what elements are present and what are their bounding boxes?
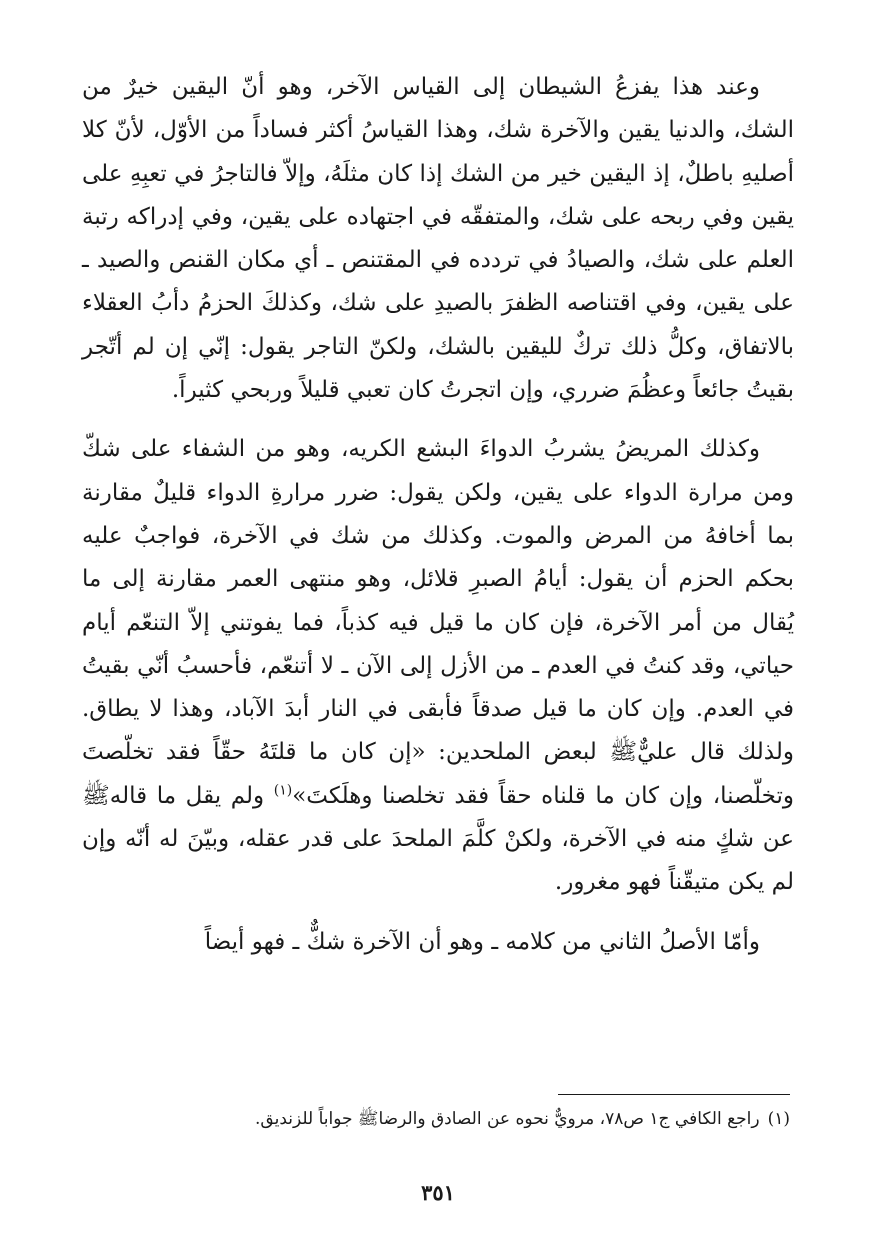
page-number: ٣٥١ bbox=[421, 1180, 455, 1205]
footnote bbox=[86, 1104, 790, 1134]
footnote-text-end: جواباً للزنديق. bbox=[255, 1109, 353, 1129]
footnote-number: (١) bbox=[767, 1109, 790, 1129]
paragraph-2-cont: ولم يقل ما قاله bbox=[109, 782, 265, 809]
footnote-reference[interactable]: (١) bbox=[273, 782, 293, 799]
paragraph-2-quote: لبعض الملحدين: «إن كان ما قلتَهُ حقّاً فقد تخلّصتَ وتخلّصنا، وإن كان ما قلناه حقاً فقد تخلصنا وهلَكتَ» bbox=[82, 739, 794, 809]
honorific-symbol: ﷺ bbox=[82, 782, 110, 809]
paragraph-3: وأمّا الأصلُ الثاني من كلامه ـ وهو أن الآخرة شكٌّ ـ فهو أيضاً bbox=[204, 928, 760, 955]
paragraph-2-end: عن شكٍ منه في الآخرة، ولكنْ كلَّمَ الملحدَ على قدر عقله، وبيّنَ له أنّه وإن لم يكن متيقّناً فهو مغرور. bbox=[82, 826, 794, 896]
footnote-divider bbox=[558, 1094, 790, 1095]
honorific-symbol: ﷺ bbox=[357, 1109, 379, 1129]
honorific-symbol: ﷺ bbox=[609, 739, 638, 766]
paragraph-2 bbox=[82, 428, 794, 904]
paragraph-2-text: وكذلك المريضُ يشربُ الدواءَ البشع الكريه، وهو من الشفاء على شكّ ومن مرارة الدواء على يقين، ولكن يقول: ضرر مرارةِ الدواء قليلٌ مقارنة بما أخافهُ من المرض والموت. وكذلك من شك في الآخرة، فواجبٌ عليه بحكم الحزم أن يقول: أيامُ الصبرِ قلائل، وهو منتهى العمر مقارنة إلى ما يُقال من أمر الآخرة، فإن كان ما قيل فيه كذباً، فما يفوتني إلاّ التنعّم أيام حياتي، وقد كنتُ في العدم ـ من الأزل إلى الآن ـ لا أتنعّم، فأحسبُ أنّي بقيتُ في العدم. وإن كان ما قيل صدقاً فأبقى في النار أبدَ الآباد، وهذا لا يطاق. ولذلك قال عليٌّ bbox=[82, 436, 794, 766]
paragraph-1: وعند هذا يفزعُ الشيطان إلى القياس الآخر، وهو أنّ اليقين خيرٌ من الشك، والدنيا يقين والآخرة شك، وهذا القياسُ أكثر فساداً من الأوّل، لأنّ كلا أصليهِ باطلٌ، إذ اليقين خير من الشك إذا كان مثلَهُ، وإلاّ فالتاجرُ في تعبِهِ على يقين وفي ربحه على شك، والمتفقّه في اجتهاده على يقين، وفي إدراكه رتبة العلم على شك، والصيادُ في تردده في المقتنص ـ أي مكان القنص والصيد ـ على يقين، وفي اقتناصه الظفرَ بالصيدِ على شك، وكذلكَ الحزمُ دأبُ العقلاء بالاتفاق، وكلُّ ذلك تركٌ لليقين بالشك، ولكنّ التاجر يقول: إنّي إن لم أتّجر بقيتُ جائعاً وعظُمَ ضرري، وإن اتجرتُ كان تعبي قليلاً وربحي كثيراً. bbox=[82, 74, 794, 404]
footnote-text: راجع الكافي ج١ ص٧٨، مرويٌّ نحوه عن الصادق والرضا bbox=[378, 1109, 760, 1129]
body-text bbox=[82, 66, 794, 964]
